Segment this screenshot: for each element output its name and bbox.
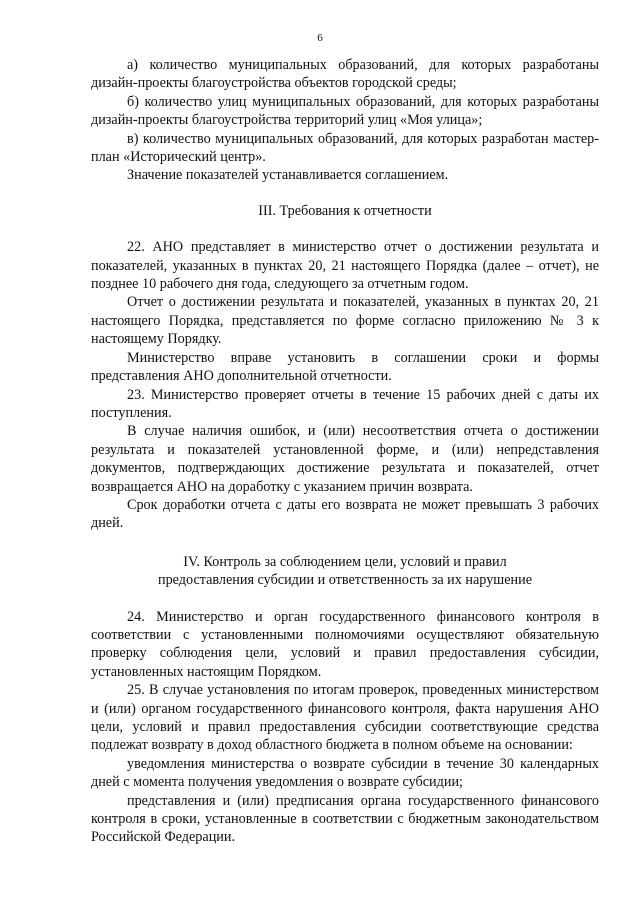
paragraph-22: 22. АНО представляет в министерство отчет о достижении результата и показателей, указанных в пунктах 20, 21 настоящего Порядка (далее – отчет), не позднее 10 рабочего дня года, следующего за отчетным годом.: [91, 239, 599, 293]
paragraph-23: 23. Министерство проверяет отчеты в течение 15 рабочих дней с даты их поступления.: [91, 386, 599, 421]
document-body: [91, 56, 599, 847]
paragraph-25: 25. В случае установления по итогам проверок, проведенных министерством и (или) органом государственного финансового контроля, факта нарушения АНО цели, условий и правил предоставления субсидии соответствующие средства подлежат возврату в доход областного бюджета в полном объеме на основании:: [91, 682, 599, 754]
paragraph-24: 24. Министерство и орган государственного финансового контроля в соответствии с установленными полномочиями осуществляют обязательную проверку соблюдения цели, условий и правил предоставления субсидии, установленных настоящим Порядком.: [91, 608, 599, 680]
section-4-heading: [91, 553, 599, 590]
section-4-heading-line-1: IV. Контроль за соблюдением цели, условий и правил: [183, 553, 507, 570]
page-number: 6: [317, 32, 323, 44]
paragraph-indicator-note: Значение показателей устанавливается соглашением.: [127, 167, 449, 184]
section-4-heading-line-2: предоставления субсидии и ответственность за их нарушение: [157, 572, 532, 589]
paragraph-errors: В случае наличия ошибок, и (или) несоответствия отчета о достижении результата и показателей установленной форме, и (или) непредставления документов, подтверждающих достижение результата и показателей, отчет возвращается АНО на доработку с указанием причин возврата.: [91, 423, 599, 495]
paragraph-report-form: Отчет о достижении результата и показателей, указанных в пунктах 20, 21 настоящего Порядка, представляется по форме согласно приложению № 3 к настоящему Порядку.: [91, 294, 599, 348]
paragraph-a: а) количество муниципальных образований, для которых разработаны дизайн-проекты благоустройства объектов городской среды;: [91, 57, 599, 92]
paragraph-revision-term: Срок доработки отчета с даты его возврата не может превышать 3 рабочих дней.: [91, 496, 599, 532]
section-3-heading: III. Требования к отчетности: [258, 202, 432, 219]
paragraph-additional-reporting: Министерство вправе установить в соглашении сроки и формы представления АНО дополнительной отчетности.: [91, 349, 599, 385]
paragraph-control-order: представления и (или) предписания органа государственного финансового контроля в сроки, установленные в соответствии с бюджетным законодательством Российской Федерации.: [91, 792, 599, 846]
paragraph-b: б) количество улиц муниципальных образований, для которых разработаны дизайн-проекты благоустройства территорий улиц «Моя улица»;: [91, 93, 599, 129]
paragraph-c: в) количество муниципальных образований, для которых разработан мастер-план «Исторический центр».: [91, 130, 599, 166]
paragraph-ministry-notice: уведомления министерства о возврате субсидии в течение 30 календарных дней с момента получения уведомления о возврате субсидии;: [91, 755, 599, 791]
